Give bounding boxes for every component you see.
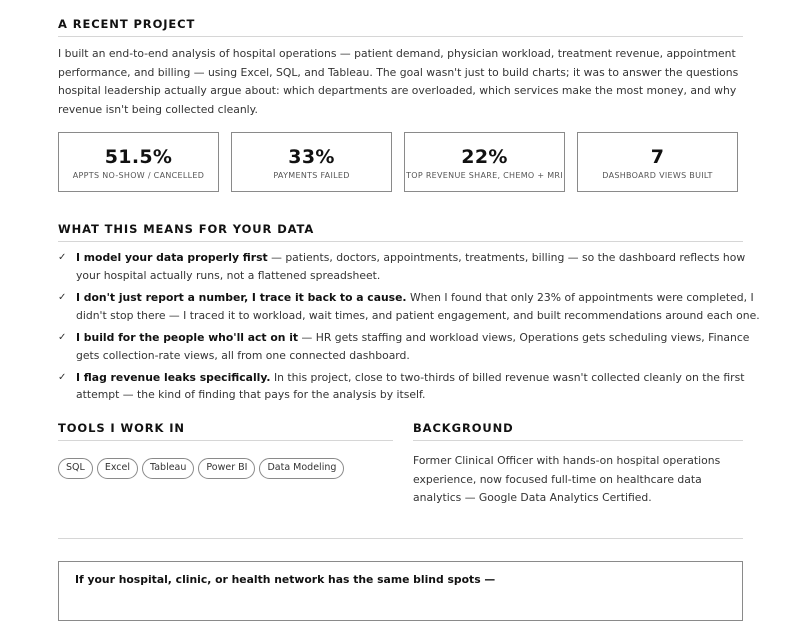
item-text: — patients, doctors, appointments, treatments, billing — so the dashboard reflects how your hospital actually runs, not a flattened spreadsheet. [76,251,746,282]
stat-value: 33% [288,146,335,168]
stat-label: TOP REVENUE SHARE, CHEMO + MRI [406,171,563,180]
section-heading-tools: TOOLS I WORK IN [58,421,393,441]
section-heading-project: A RECENT PROJECT [58,17,743,37]
cta-box [58,561,743,621]
item-text: In this project, close to two-thirds of billed revenue wasn't collected cleanly on the first attempt — the kind of finding that pays for the analysis by itself. [76,370,745,402]
stat-card-no-show [58,132,219,192]
stat-value: 51.5% [104,146,173,168]
item-bold: I build for the people who'll act on it [76,330,299,344]
tool-tag-data-modeling: Data Modeling [259,458,344,479]
tools-tags [58,455,398,479]
item-text: When I found that only 23% of appointments were completed, I didn't stop there — I traced it to workload, wait times, and patient engagement, and built recommendations around each one. [76,290,760,322]
item-bold: I flag revenue leaks specifically. [76,370,271,384]
stat-label: APPTS NO-SHOW / CANCELLED [72,171,205,180]
stat-label: PAYMENTS FAILED [273,171,350,180]
stat-value: 7 [650,146,665,168]
benefits-list [58,249,763,409]
project-intro: I built an end-to-end analysis of hospital operations — patient demand, physician workload, treatment revenue, appointment performance, and billing — using Excel, SQL, and Tableau. The goal wasn't just to build charts; it was to answer the questions hospital leadership actually argue about: which departments are overloaded, which services make the most money, and why revenue isn't being collected cleanly. [58,47,739,117]
item-bold: I model your data properly first [76,251,268,264]
list-item [58,329,763,365]
tool-tag-power-bi: Power BI [198,458,255,479]
section-heading-means: WHAT THIS MEANS FOR YOUR DATA [58,222,743,242]
stat-value: 22% [461,146,508,168]
check-icon: ✓ [58,252,67,263]
check-icon: ✓ [58,291,67,303]
item-bold: I don't just report a number, I trace it back to a cause. [76,290,407,304]
section-heading-background: BACKGROUND [413,421,743,441]
stat-label: DASHBOARD VIEWS BUILT [602,171,713,180]
divider [58,538,743,539]
check-icon: ✓ [58,331,67,343]
list-item [58,249,763,285]
check-icon: ✓ [58,371,67,383]
stats-row [58,132,743,194]
list-item [58,289,763,325]
tool-tag-tableau: Tableau [142,458,194,479]
cta-title: If your hospital, clinic, or health network has the same blind spots — [75,573,496,586]
stat-card-top-revenue [404,132,565,192]
tool-tag-sql: SQL [58,458,93,479]
stat-card-dashboard-views [577,132,738,192]
background-text: Former Clinical Officer with hands-on hospital operations experience, now focused full-time on healthcare data analytics — Google Data Analytics Certified. [413,454,721,505]
list-item [58,369,763,405]
tool-tag-excel: Excel [97,458,138,479]
stat-card-payments-failed [231,132,392,192]
item-text: — HR gets staffing and workload views, Operations gets scheduling views, Finance gets collection-rate views, all from one connected dashboard. [76,330,750,362]
